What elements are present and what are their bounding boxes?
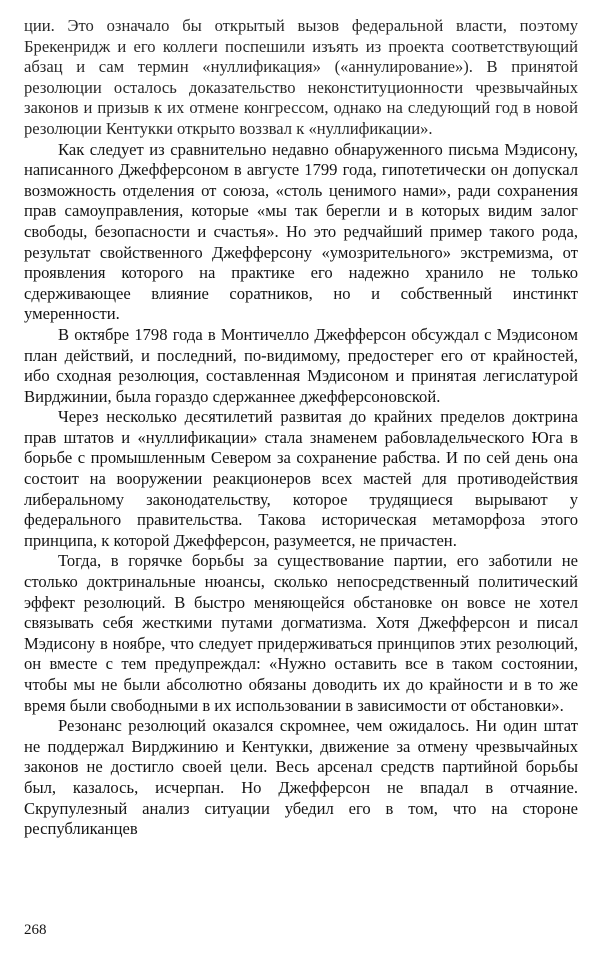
paragraph-5: Тогда, в горячке борьбы за существование партии, его заботили не столько доктринальные нюансы, сколько непосредственный политический эффект резолюций. В быстро меняющейся обстановке он вовсе не хотел связывать себя жесткими путами догматизма. Хотя Джефферсон и писал Мэдисону в ноябре, что следует придерживаться принципов этих резолюций, он вместе с тем предупреждал: «Нужно оставить все в таком состоянии, чтобы мы не были абсолютно обязаны доводить их до крайности и в то же время были свободными в их использовании в зависимости от обстановки». — [24, 551, 578, 715]
paragraph-1: ции. Это означало бы открытый вызов федеральной власти, поэтому Брекенридж и его коллеги поспешили изъять из проекта соответствующий абзац и сам термин «нуллификация» («аннулирование»). В принятой резолюции осталось доказательство неконституционности чрезвычайных законов и призыв к их отмене конгрессом, однако на следующий год в новой резолюции Кентукки открыто воззвал к «нуллификации». — [24, 16, 578, 138]
page-number: 268 — [24, 922, 47, 938]
paragraph-4: Через несколько десятилетий развитая до крайних пределов доктрина прав штатов и «нуллификации» стала знаменем рабовладельческого Юга в борьбе с промышленным Севером за сохранение рабства. И по сей день она состоит на вооружении реакционеров всех мастей для противодействия либеральному законодательству, которое трудящиеся вырывают у федерального правительства. Такова историческая метаморфоза этого принципа, к которой Джефферсон, разумеется, не причастен. — [24, 407, 578, 550]
paragraph-3: В октябре 1798 года в Монтичелло Джефферсон обсуждал с Мэдисоном план действий, и последний, по-видимому, предостерег его от крайностей, ибо сходная резолюция, составленная Мэдисоном и принятая легислатурой Вирджинии, была гораздо сдержаннее джефферсоновской. — [24, 324, 578, 406]
paragraph-2: Как следует из сравнительно недавно обнаруженного письма Мэдисону, написанного Джефферсоном в августе 1799 года, гипотетически он допускал возможность отделения от союза, «столь ценимого нами», ради сохранения прав самоуправления, которые «мы так берегли и в которых видим залог свободы, безопасности и счастья». Но это редчайший пример такого рода, результат свойственного Джефферсону «умозрительного» экстремизма, от проявления которого на практике его надежно хранило не только сдерживающее влияние соратников, но и собственный инстинкт умеренности. — [24, 139, 578, 324]
paragraph-6: Резонанс резолюций оказался скромнее, чем ожидалось. Ни один штат не поддержал Вирджинию и Кентукки, движение за отмену чрезвычайных законов не достигло своей цели. Весь арсенал средств партийной борьбы был, казалось, исчерпан. Но Джефферсон не впадал в отчаяние. Скрупулезный анализ ситуации убедил его в том, что на стороне республиканцев — [24, 716, 578, 839]
body-text — [24, 16, 578, 840]
